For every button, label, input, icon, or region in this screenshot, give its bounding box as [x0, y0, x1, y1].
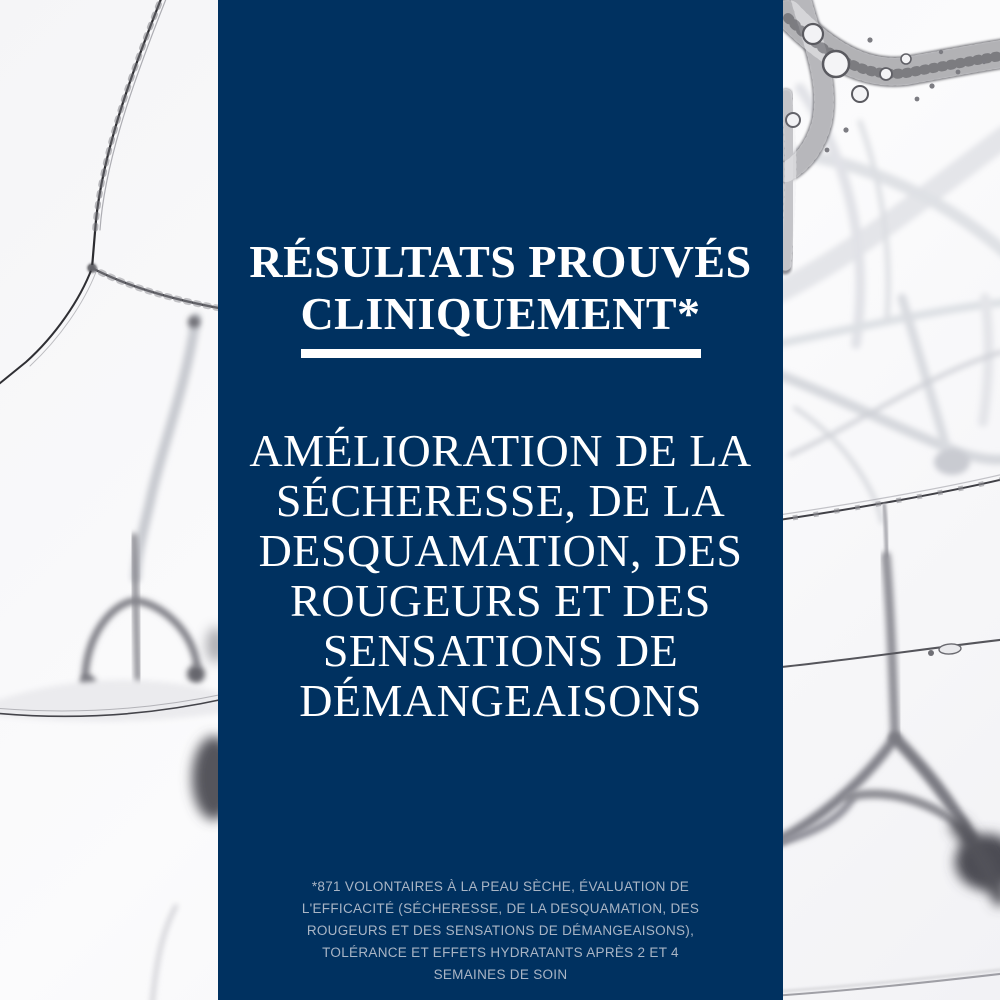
footnote-line: ROUGEURS ET DES SENSATIONS DE DÉMANGEAISONS), — [306, 923, 695, 938]
footnote-line: *871 VOLONTAIRES À LA PEAU SÈCHE, ÉVALUATION DE — [311, 879, 690, 894]
headline-line-2: CLINIQUEMENT* — [300, 288, 701, 339]
claim-panel — [218, 0, 783, 1000]
claim-line: DÉMANGEAISONS — [299, 675, 702, 726]
claim-line: SÉCHERESSE, DE LA — [275, 475, 726, 526]
claim-line: ROUGEURS ET DES — [290, 575, 711, 626]
headline — [249, 236, 751, 340]
claim-text — [249, 426, 751, 726]
headline-line-1: RÉSULTATS PROUVÉS — [249, 236, 752, 287]
footnote-line: SEMAINES DE SOIN — [433, 967, 568, 982]
footnote-text — [302, 876, 699, 986]
footnote-line: L'EFFICACITÉ (SÉCHERESSE, DE LA DESQUAMATION, DES — [301, 901, 700, 916]
claim-line: SENSATIONS DE — [322, 625, 679, 676]
claim-line: DESQUAMATION, DES — [258, 525, 743, 576]
claim-line: AMÉLIORATION DE LA — [249, 425, 752, 476]
headline-underline — [301, 349, 701, 358]
footnote-line: TOLÉRANCE ET EFFETS HYDRATANTS APRÈS 2 ET 4 — [322, 945, 679, 960]
